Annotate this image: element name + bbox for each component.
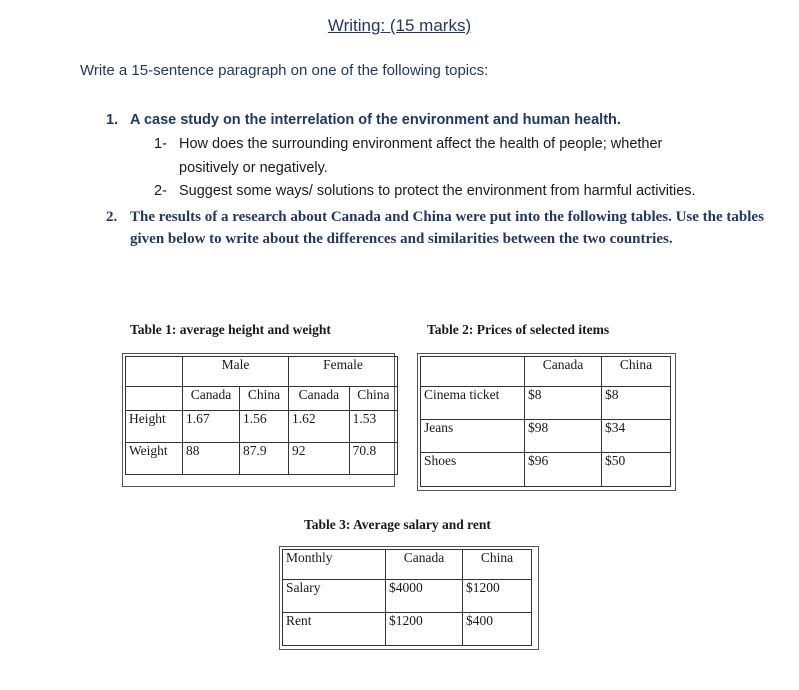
- table-1-col: China: [349, 387, 397, 411]
- table-2-col: Canada: [525, 357, 602, 387]
- table-3-header: Monthly: [283, 550, 386, 580]
- table-1-col: China: [240, 387, 289, 411]
- table-3: [282, 549, 532, 646]
- topic-1: 1. A case study on the interrelation of the environment and human health.: [106, 112, 621, 128]
- table-row: Cinema ticket $8 $8: [421, 387, 671, 420]
- table-2-caption: Table 2: Prices of selected items: [427, 322, 610, 337]
- topic-1-sub-1: 1- How does the surrounding environment affect the health of people; whether: [154, 136, 663, 152]
- table-2-col: China: [602, 357, 671, 387]
- topic-2: 2. The results of a research about Canada and China were put into the following tables. Use the tables given below to write about the differences and similarities between the two countries.: [106, 209, 764, 247]
- topic-1-sub-1-cont: positively or negatively.: [179, 160, 328, 176]
- table-row: Salary $4000 $1200: [283, 580, 532, 613]
- table-row: Jeans $98 $34: [421, 420, 671, 453]
- table-1-female-header: Female: [289, 357, 398, 387]
- table-1: [125, 356, 398, 475]
- intro-text: Write a 15-sentence paragraph on one of the following topics:: [80, 62, 489, 79]
- table-row: Weight 88 87.9 92 70.8: [126, 443, 398, 475]
- table-3-col: China: [463, 550, 532, 580]
- page-title: Writing: (15 marks): [327, 16, 472, 35]
- table-row: Rent $1200 $400: [283, 613, 532, 646]
- table-1-caption: Table 1: average height and weight: [130, 322, 331, 337]
- table-2: [420, 356, 671, 487]
- table-3-col: Canada: [386, 550, 463, 580]
- table-1-col: Canada: [289, 387, 350, 411]
- topic-1-sub-2: 2- Suggest some ways/ solutions to protect the environment from harmful activities.: [154, 183, 696, 199]
- table-row: Height 1.67 1.56 1.62 1.53: [126, 411, 398, 443]
- table-1-col: Canada: [183, 387, 240, 411]
- table-3-caption: Table 3: Average salary and rent: [304, 517, 491, 532]
- table-row: Shoes $96 $50: [421, 453, 671, 487]
- table-1-male-header: Male: [183, 357, 289, 387]
